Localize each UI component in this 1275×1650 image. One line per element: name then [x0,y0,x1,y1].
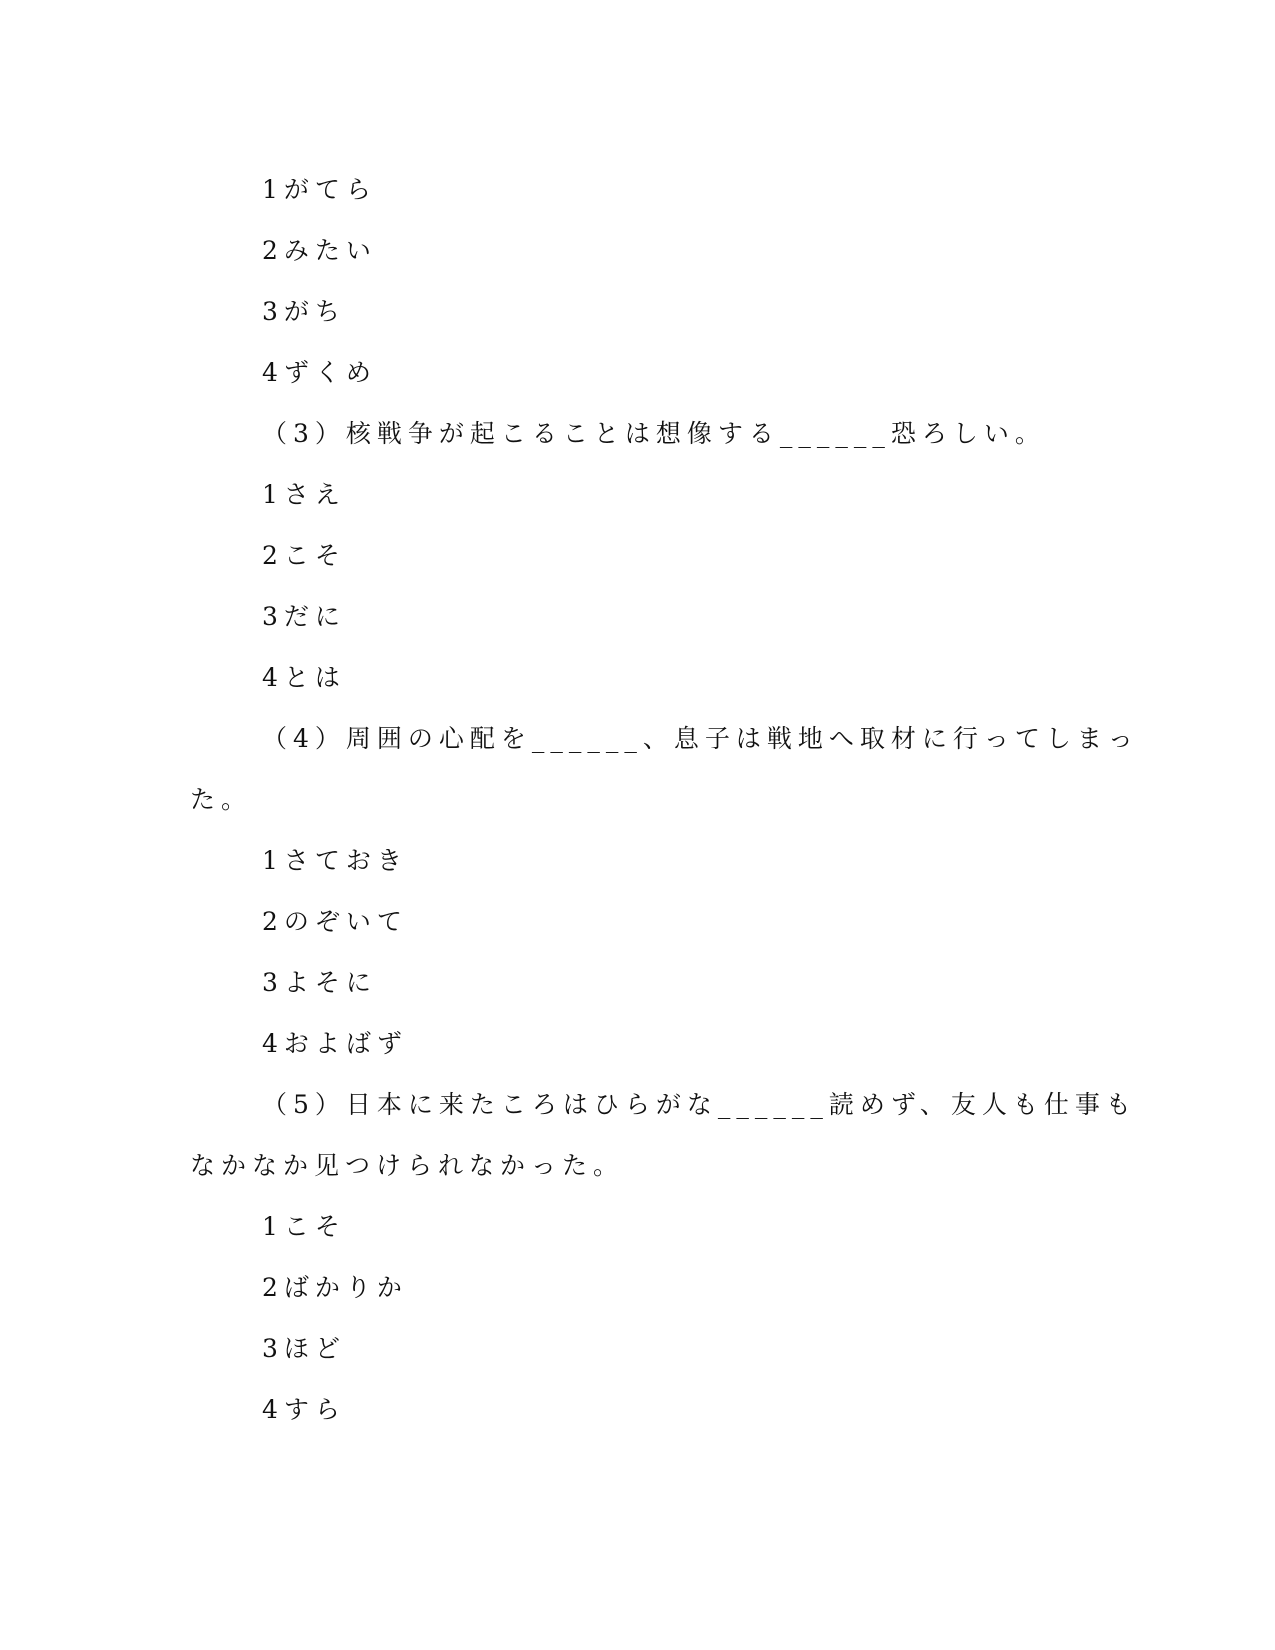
option-line: 3ほど [262,1334,346,1363]
question-5-text-continued: なかなか见つけられなかった。 [190,1151,625,1180]
option-line: 2こそ [262,541,346,570]
question-5-text: （5）日本に来たころはひらがな______読めず、友人も仕事も [262,1090,1137,1119]
option-line: 3よそに [262,968,377,997]
question-4-text-continued: た。 [190,785,253,814]
question-4-text: （4）周囲の心配を______、息子は戦地へ取材に行ってしまっ [262,724,1139,753]
question-3-text: （3）核戦争が起こることは想像する______恐ろしい。 [262,419,1046,448]
option-line: 1こそ [262,1212,346,1241]
option-line: 4すら [262,1395,346,1424]
option-line: 4およばず [262,1029,408,1058]
option-line: 1がてら [262,175,377,204]
option-line: 2みたい [262,236,377,265]
option-line: 1さえ [262,480,346,509]
option-line: 2ばかりか [262,1273,408,1302]
option-line: 1さておき [262,846,408,875]
option-line: 3がち [262,297,346,326]
option-line: 3だに [262,602,346,631]
option-line: 2のぞいて [262,907,408,936]
option-line: 4とは [262,663,346,692]
option-line: 4ずくめ [262,358,377,387]
